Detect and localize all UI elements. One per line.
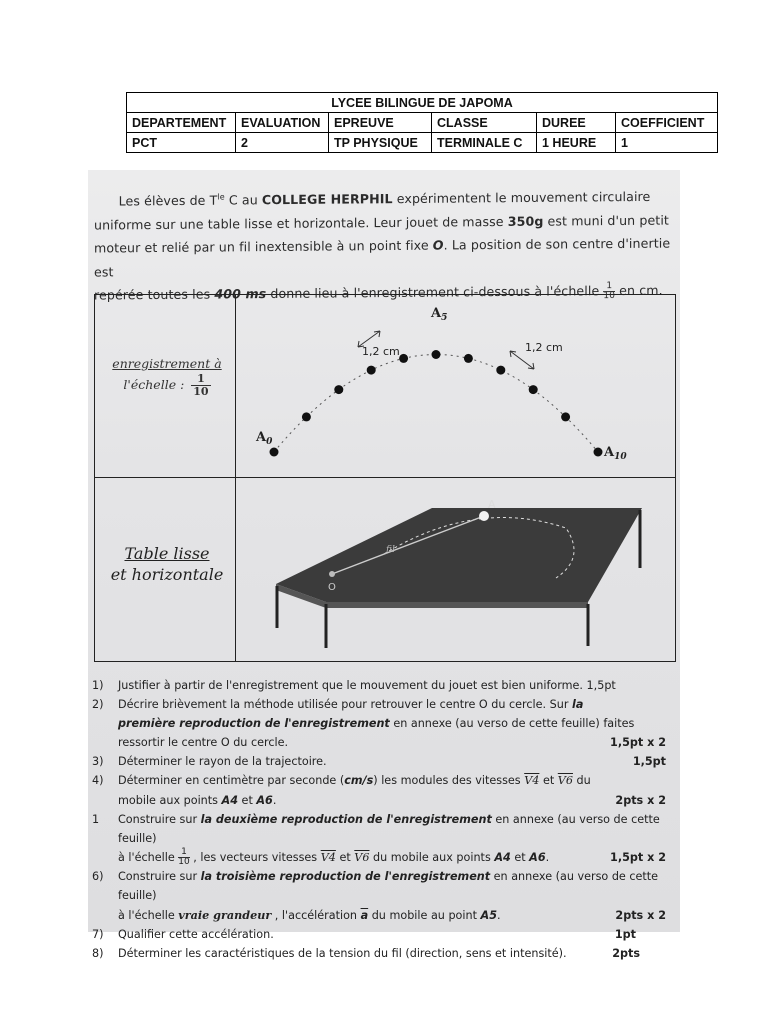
recording-scale-fraction: $\frac{1}{10}$ xyxy=(193,372,209,398)
points-q5: 1,5pt x 2 xyxy=(610,850,666,864)
position-dot xyxy=(496,366,505,375)
table-o-label: O xyxy=(328,582,336,593)
position-dot xyxy=(594,448,603,457)
val-coefficient: 1 xyxy=(616,133,718,153)
position-dot xyxy=(302,412,311,421)
position-dot xyxy=(561,412,570,421)
vector-v6: V6 xyxy=(557,774,573,788)
val-duree: 1 HEURE xyxy=(537,133,616,153)
val-departement: PCT xyxy=(127,133,236,153)
trajectory-recording xyxy=(236,295,674,477)
points-q3: 1,5pt xyxy=(632,755,666,769)
points-q4: 2pts x 2 xyxy=(615,793,666,807)
points-q6: 2pts x 2 xyxy=(615,908,666,922)
scale-fraction: $\frac{1}{10}$ xyxy=(603,281,616,302)
val-classe: TERMINALE C xyxy=(432,133,537,153)
question-5: 1 Construire sur la deuxième reproduction de l'enregistrement en annexe (au verso de cette feuille) xyxy=(92,812,660,845)
question-2: 2) Décrire brièvement la méthode utilisée pour retrouver le centre O du cercle. Sur la xyxy=(92,698,584,712)
col-evaluation: EVALUATION xyxy=(236,113,329,133)
col-departement: DEPARTEMENT xyxy=(127,113,236,133)
exam-photo xyxy=(88,170,680,960)
position-dot xyxy=(367,366,376,375)
table-label: Table lisse et horizontale xyxy=(110,544,224,584)
distance-right: 1,2 cm xyxy=(525,341,563,354)
question-3: 3) Déterminer le rayon de la trajectoire. 1,5pt xyxy=(92,752,676,771)
col-duree: DUREE xyxy=(537,113,616,133)
table-fil-label: fil xyxy=(386,545,395,555)
points-q7: 1pt xyxy=(614,927,636,941)
label-a5: $A_5$ xyxy=(431,306,448,323)
table-illustration xyxy=(236,478,674,660)
questions-list: 1) Justifier à partir de l'enregistrement que le mouvement du jouet est bien uniforme. 1,5pt 2) Décrire brièvement la méthode utilisée pour retrouver le centre O du cercle. Sur la première reproduction de l'enregistrement en annexe (au verso de cette feuille) faites ressortir le centre O du cercle. 1,5pt x 2 3) Déterminer le rayon de la trajectoire. 1,5pt 4) Déterminer en centimètre par seconde (cm/s) les modules des vitesses V4 et V6 du mobile aux points A4 et A6. 2pts x 2 1 Construire sur la deuxième reproduction de l'enregistrement en annexe (au verso de cette feuille) à l'échelle $\frac{1}{10}$ , les vecteurs vitesses V4 et V6 du mobile aux points A4 et A6. 1,5pt x 2 6) Construire sur la troisième reproduction de l'enregistrement en annexe (au verso de cette feuille) à l'échelle vraie grandeur , l'accélération $\overline{a}$ du mobile au point A5. 2pts x 2 7) Qualifier cette accélération. 1pt 8) Déterminer les caractéristiques de la tension du fil (direction, sens et intensité). 2pts xyxy=(92,676,676,963)
points-q8: 2pts xyxy=(612,946,640,960)
label-a0: $A_0$ xyxy=(256,430,273,447)
question-7: 7) Qualifier cette accélération. 1pt xyxy=(92,925,676,944)
position-dot xyxy=(334,385,343,394)
col-classe: CLASSE xyxy=(432,113,537,133)
q5-scale-fraction: $\frac{1}{10}$ xyxy=(178,847,190,868)
position-dot xyxy=(270,448,279,457)
position-dot xyxy=(464,354,473,363)
position-dot xyxy=(399,354,408,363)
position-dot xyxy=(432,350,441,359)
figure-grid xyxy=(94,294,676,662)
val-epreuve: TP PHYSIQUE xyxy=(329,133,432,153)
recording-label: enregistrement à l'échelle : $\frac{1}{10}$ xyxy=(112,356,222,398)
header-table xyxy=(126,92,718,153)
intro-paragraph xyxy=(94,181,676,307)
intro-line-4: repérée toutes les 400 ms donne lieu à l'enregistrement ci-dessous à l'échelle $\frac{1}{10}$ en cm. xyxy=(94,281,663,303)
col-epreuve: EPREUVE xyxy=(329,113,432,133)
question-6: 6) Construire sur la troisième reproduction de l'enregistrement en annexe (au verso de cette feuille) xyxy=(92,870,659,903)
intro-line-2: uniforme sur une table lisse et horizontale. Leur jouet de masse 350g est muni d'un petit xyxy=(94,212,669,233)
distance-left: 1,2 cm xyxy=(362,345,400,358)
table-point-label: A xyxy=(488,498,496,511)
val-evaluation: 2 xyxy=(236,133,329,153)
points-q2: 1,5pt x 2 xyxy=(610,736,666,750)
intro-line-3: moteur et relié par un fil inextensible à un point fixe O. La position de son centre d'inertie est xyxy=(94,235,671,280)
question-4: 4) Déterminer en centimètre par seconde (cm/s) les modules des vitesses V4 et V6 du xyxy=(92,774,591,788)
label-a10: $A_{10}$ xyxy=(604,445,627,462)
question-1: 1) Justifier à partir de l'enregistrement que le mouvement du jouet est bien uniforme. 1,5pt xyxy=(92,679,616,692)
col-coefficient: COEFFICIENT xyxy=(616,113,718,133)
school-name: LYCEE BILINGUE DE JAPOMA xyxy=(127,93,718,113)
vector-v4: V4 xyxy=(524,774,540,788)
question-8: 8) Déterminer les caractéristiques de la tension du fil (direction, sens et intensité). 2pts xyxy=(92,944,676,963)
position-dot xyxy=(529,385,538,394)
intro-line-1: Les élèves de $T^{le}$ C au COLLEGE HERPHIL expérimentent le mouvement circulaire xyxy=(118,188,651,209)
